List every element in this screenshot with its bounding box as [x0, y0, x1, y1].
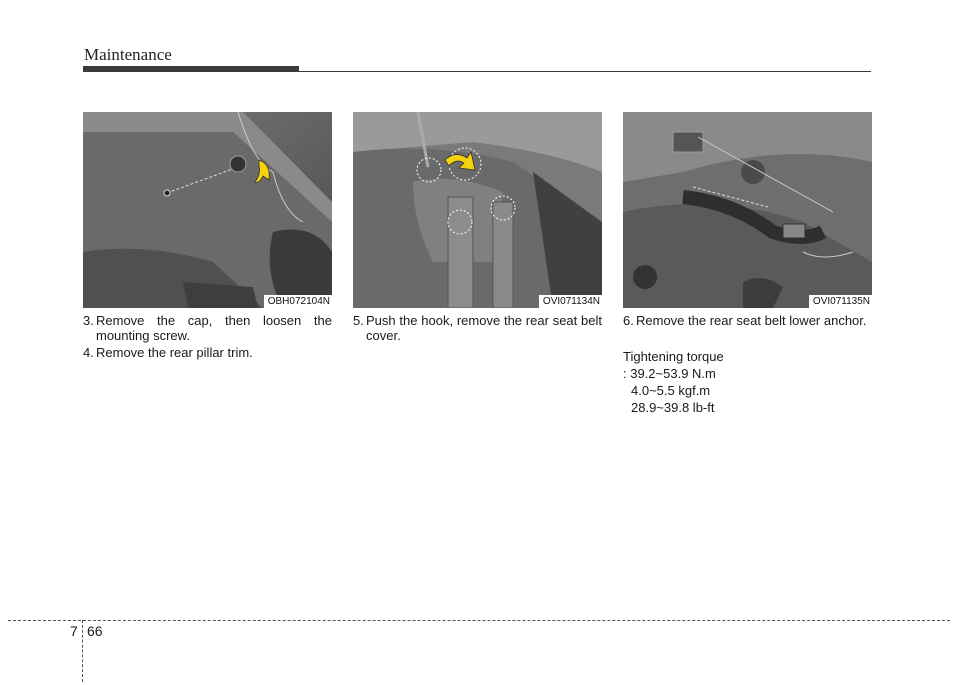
header-rule-thin — [299, 71, 871, 72]
instructions-column-1 — [83, 313, 332, 362]
figure-code: OVI071134N — [539, 295, 602, 308]
instructions-column-2 — [353, 313, 602, 345]
torque-value-kgfm: 4.0~5.5 kgf.m — [631, 383, 711, 398]
tightening-torque-spec — [623, 348, 872, 416]
list-item: 5. Push the hook, remove the rear seat belt cover. — [353, 313, 602, 343]
figure-code: OVI071135N — [809, 295, 872, 308]
torque-label: Tightening torque — [623, 349, 724, 364]
list-item: 3. Remove the cap, then loosen the mounting screw. — [83, 313, 332, 343]
page-number: 66 — [87, 623, 103, 639]
torque-value-nm: : 39.2~53.9 N.m — [623, 366, 716, 381]
list-item: 6. Remove the rear seat belt lower anchor. — [623, 313, 867, 328]
figure-seat-belt-cover — [353, 112, 602, 308]
instructions-column-3 — [623, 313, 872, 416]
list-item: 4. Remove the rear pillar trim. — [83, 345, 253, 360]
torque-value-lbft: 28.9~39.8 lb-ft — [631, 400, 715, 415]
rear-pillar-illustration — [83, 112, 332, 308]
header-rule-thick — [83, 66, 299, 72]
figure-rear-pillar — [83, 112, 332, 308]
section-title: Maintenance — [84, 45, 172, 64]
footer-divider — [82, 620, 83, 682]
figure-code: OBH072104N — [264, 295, 332, 308]
chapter-number: 7 — [70, 623, 78, 639]
seat-belt-cover-illustration — [353, 112, 602, 308]
figure-lower-anchor — [623, 112, 872, 308]
lower-anchor-illustration — [623, 112, 872, 308]
footer-rule — [8, 620, 950, 621]
